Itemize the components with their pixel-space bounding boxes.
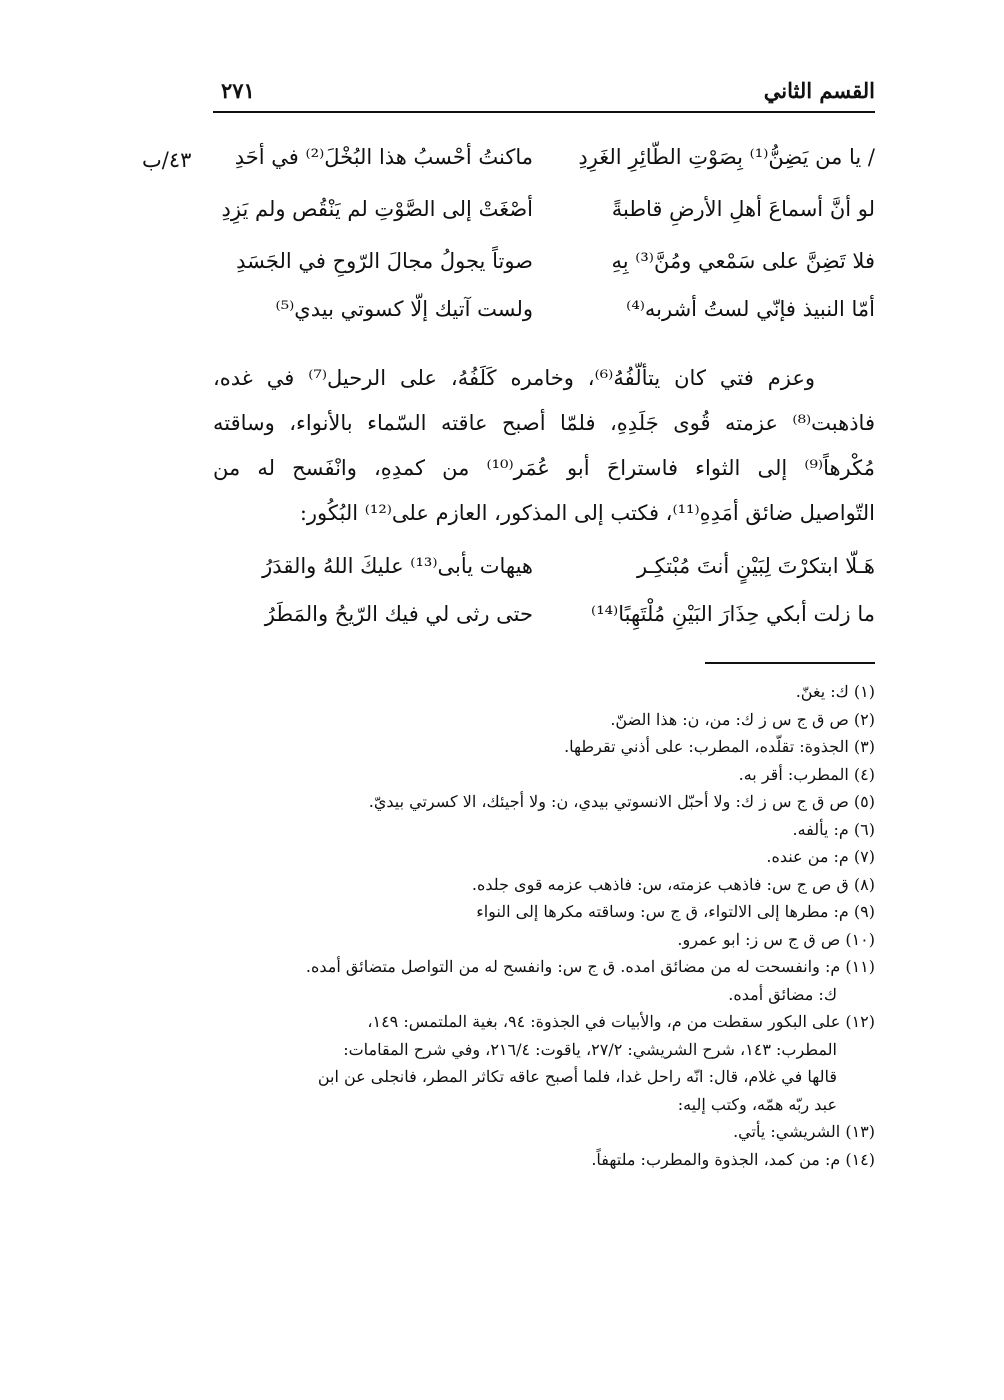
hemistich-second: ولست آتيك إلّا كسوتي بيدي⁽⁵⁾	[275, 297, 533, 321]
page-header	[213, 78, 875, 112]
footnote: (١١) م: وانفسحت له من مضائق امده. ق ج س: وانفسح له من التواصل متضائق أمده.	[305, 957, 875, 976]
footnote-divider	[705, 662, 875, 664]
hemistich-second: حتى رثى لي فيك الرّيحُ والمَطَرُ	[264, 602, 533, 626]
footnote: (١٠) ص ق ج س ز: ابو عمرو.	[677, 929, 875, 949]
header-divider	[213, 111, 875, 113]
prose-line: التّواصيل ضائق أمَدِهِ⁽¹¹⁾، فكتب إلى المذكور، العازم على⁽¹²⁾ البُكُور:	[299, 501, 875, 525]
poem-block-2	[213, 556, 875, 646]
poem-line	[213, 604, 875, 634]
footnote: (٢) ص ق ج س ز ك: من، ن: هذا الضنّ.	[610, 709, 875, 729]
prose-line: وعزم فتي كان يتألّفُهُ⁽⁶⁾، وخامره كَلَفُهُ، على الرحيل⁽⁷⁾ في غده،	[213, 366, 815, 390]
footnote: (٩) م: مطرها إلى الالتواء، ق ج س: وساقته مكرها إلى النواء	[476, 902, 875, 921]
footnote-continuation: قالها في غلام، قال: انّه راحل غدا، فلما أصبح عاقه تكاثر المطر، فانجلى عن ابن	[317, 1067, 837, 1086]
margin-folio-note: ٤٣/ب	[142, 148, 192, 172]
prose-line: فاذهبت⁽⁸⁾ عزمته قُوى جَلَدِهِ، فلمّا أصبح عاقته السّماء بالأنواء، وساقته	[213, 411, 875, 435]
hemistich-first: هَـلّا ابتكرْتَ لِبَيْنٍ أنتَ مُبْتكِـر	[636, 554, 875, 578]
footnotes	[230, 678, 875, 1173]
footnote: (٣) الجذوة: تقلّده، المطرب: على أذني تقرطها.	[564, 737, 875, 756]
hemistich-second: ماكنتُ أحْسبُ هذا البُخْلَ⁽²⁾ في أحَدِ	[234, 145, 533, 169]
footnote: (٦) م: يألفه.	[792, 819, 875, 839]
section-title: القسم الثاني	[763, 78, 875, 103]
hemistich-first: ما زلت أبكي حِذَارَ البَيْنِ مُلْتَهِبًا⁽¹⁴⁾	[591, 602, 875, 626]
footnote: (١٤) م: من كمد، الجذوة والمطرب: ملتهفاً.	[591, 1149, 875, 1169]
prose-paragraph	[213, 356, 875, 536]
footnote: (٥) ص ق ج س ز ك: ولا أحبّل الانسوتي بيدي، ن: ولا أجيئك، الا كسرتي بيديّ.	[368, 792, 875, 811]
footnote: (٤) المطرب: أقر به.	[738, 764, 875, 784]
hemistich-second: هيهات يأبى⁽¹³⁾ عليكَ اللهُ والقدَرُ	[262, 554, 533, 578]
footnote: (١٢) على البكور سقطت من م، والأبيات في الجذوة: ٩٤، بغية الملتمس: ١٤٩،	[367, 1012, 875, 1031]
footnote: (٧) م: من عنده.	[766, 847, 875, 866]
footnote-continuation: المطرب: ١٤٣، شرح الشريشي: ٢٧/٢، ياقوت: ٢١٦/٤، وفي شرح المقامات:	[343, 1039, 837, 1059]
prose-line: مُكْرهاً⁽⁹⁾ إلى الثواء فاستراحَ أبو عُمَر⁽¹⁰⁾ من كمدِهِ، وانْفَسح له من	[213, 456, 875, 480]
footnote-continuation: عبد ربّه همّه، وكتب إليه:	[677, 1094, 837, 1114]
poem-line	[213, 251, 875, 281]
poem-line	[213, 147, 875, 177]
footnote: (٨) ق ص ج س: فاذهب عزمته، س: فاذهب عزمه قوى جلده.	[471, 874, 875, 894]
page-number: ٢٧١	[221, 78, 255, 103]
hemistich-second: أصْغَتْ إلى الصَّوْتِ لم يَنْقُص ولم يَزِدِ	[221, 197, 533, 221]
footnote: (١) ك: يغنّ.	[795, 682, 875, 701]
hemistich-first: أمّا النبيذ فإنّي لستُ أشربه⁽⁴⁾	[626, 297, 875, 321]
poem-line	[213, 299, 875, 329]
hemistich-first: / يا من يَضِنُّ⁽¹⁾ بِصَوْتِ الطّائِرِ الغَرِدِ	[578, 145, 875, 169]
poem-block-1	[213, 147, 875, 347]
hemistich-second: صوتاً يجولُ مجالَ الرّوحِ في الجَسَدِ	[236, 249, 533, 273]
poem-line	[213, 199, 875, 229]
hemistich-first: لو أنَّ أسماعَ أهلِ الأرضِ قاطبةً	[611, 197, 875, 221]
poem-line	[213, 556, 875, 586]
footnote: (١٣) الشريشي: يأتي.	[733, 1122, 875, 1141]
hemistich-first: فلا تَضِنَّ على سَمْعي ومُنَّ⁽³⁾ بِهِ	[611, 249, 875, 273]
footnote-continuation: ك: مضائق أمده.	[728, 984, 837, 1004]
